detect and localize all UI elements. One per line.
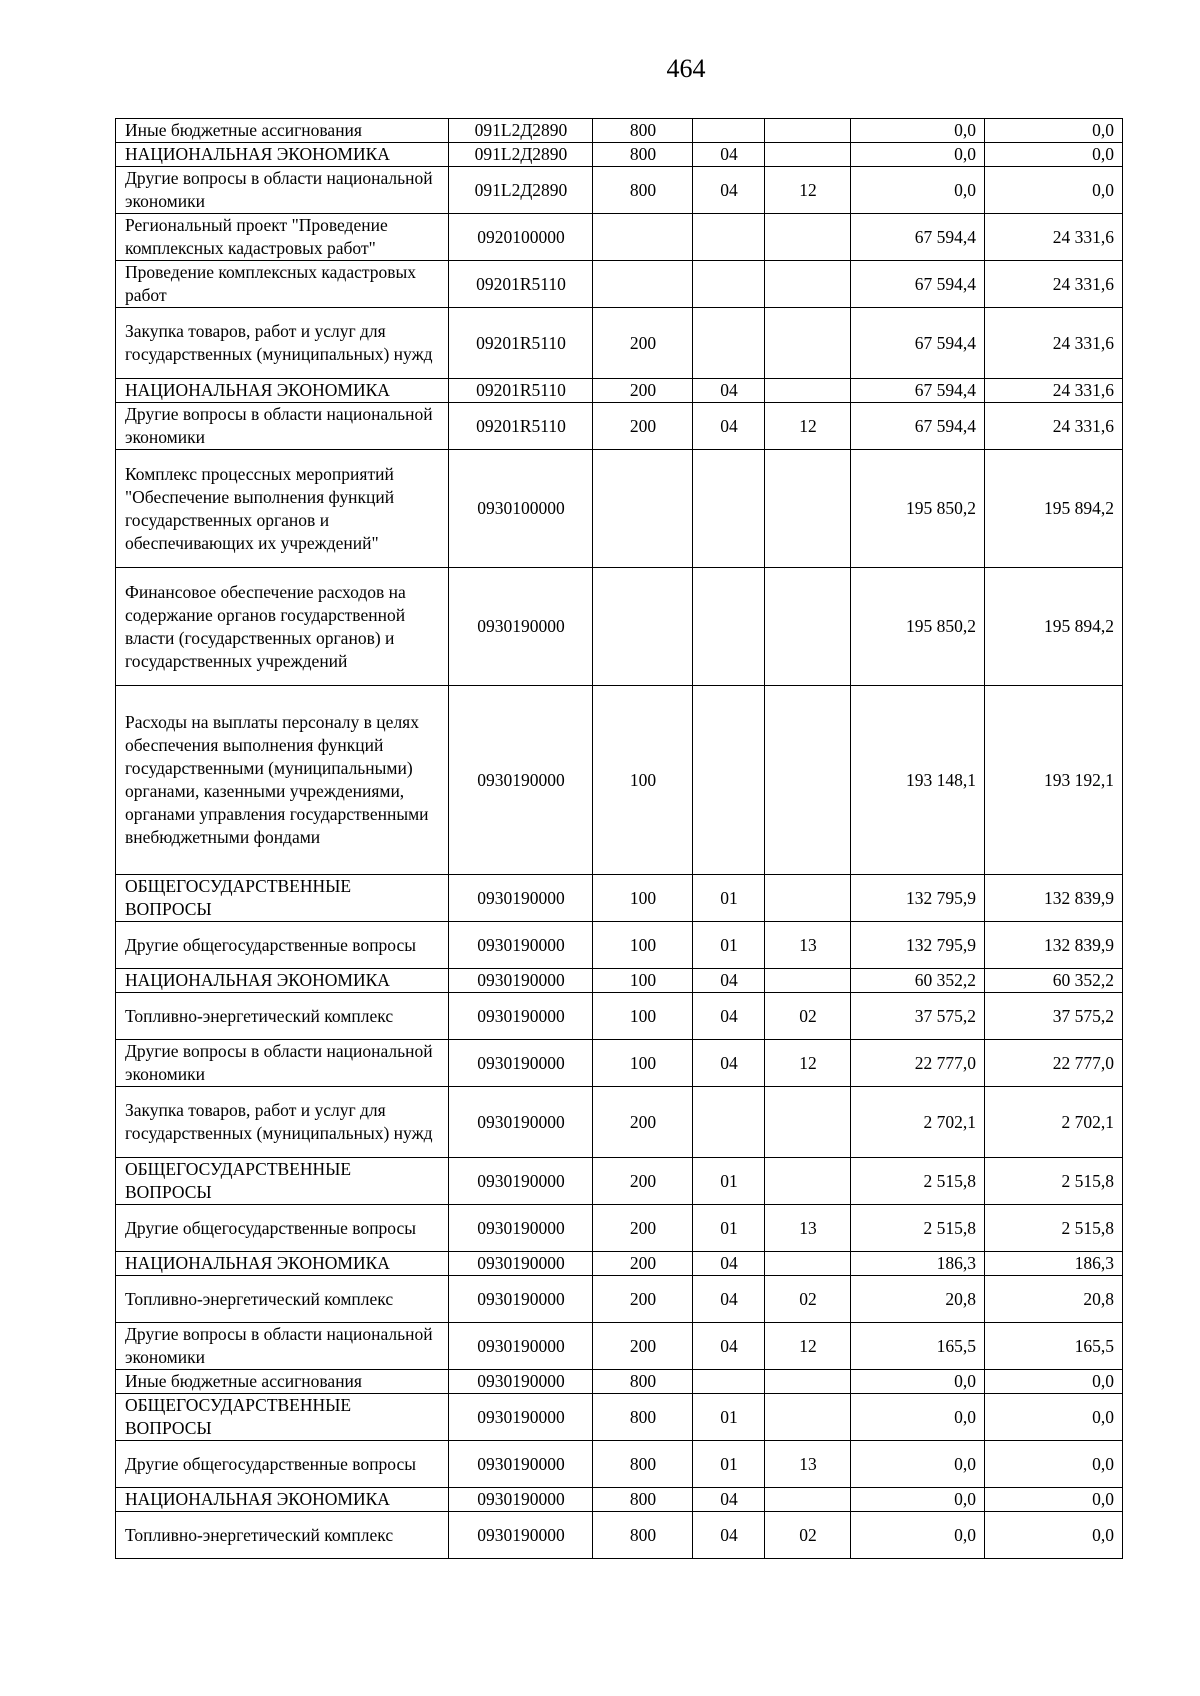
table-row: [116, 167, 1123, 214]
amount-year2-cell: 0,0: [985, 1512, 1123, 1559]
target-article-code-cell: 0920100000: [449, 214, 593, 261]
subsection-code-cell: [765, 214, 851, 261]
amount-year1-cell: 0,0: [851, 1370, 985, 1394]
table-row: [116, 1040, 1123, 1087]
table-row: [116, 1370, 1123, 1394]
amount-year1-cell: 195 850,2: [851, 568, 985, 686]
amount-year2-cell: 0,0: [985, 1370, 1123, 1394]
subsection-code-cell: [765, 261, 851, 308]
amount-year1-cell: 132 795,9: [851, 875, 985, 922]
amount-year1-cell: 67 594,4: [851, 261, 985, 308]
amount-year2-cell: 24 331,6: [985, 261, 1123, 308]
amount-year1-cell: 193 148,1: [851, 686, 985, 875]
row-name-cell: Иные бюджетные ассигнования: [116, 119, 449, 143]
section-code-cell: 01: [693, 875, 765, 922]
expense-type-code-cell: 200: [593, 1323, 693, 1370]
budget-table: [115, 118, 1123, 1559]
table-row: [116, 379, 1123, 403]
amount-year1-cell: 20,8: [851, 1276, 985, 1323]
section-code-cell: [693, 119, 765, 143]
target-article-code-cell: 0930190000: [449, 1040, 593, 1087]
expense-type-code-cell: 200: [593, 308, 693, 379]
target-article-code-cell: 0930190000: [449, 1252, 593, 1276]
amount-year1-cell: 2 515,8: [851, 1158, 985, 1205]
target-article-code-cell: 09201R5110: [449, 403, 593, 450]
amount-year2-cell: 24 331,6: [985, 308, 1123, 379]
expense-type-code-cell: 200: [593, 1158, 693, 1205]
section-code-cell: [693, 261, 765, 308]
amount-year1-cell: 186,3: [851, 1252, 985, 1276]
row-name-cell: Другие вопросы в области национальной экономики: [116, 1040, 449, 1087]
table-row: [116, 119, 1123, 143]
table-row: [116, 1087, 1123, 1158]
target-article-code-cell: 0930190000: [449, 568, 593, 686]
row-name-cell: Другие вопросы в области национальной экономики: [116, 1323, 449, 1370]
expense-type-code-cell: 200: [593, 1252, 693, 1276]
expense-type-code-cell: 200: [593, 1276, 693, 1323]
subsection-code-cell: 02: [765, 1276, 851, 1323]
row-name-cell: ОБЩЕГОСУДАРСТВЕННЫЕ ВОПРОСЫ: [116, 1394, 449, 1441]
subsection-code-cell: [765, 1158, 851, 1205]
subsection-code-cell: 13: [765, 922, 851, 969]
target-article-code-cell: 0930190000: [449, 1370, 593, 1394]
section-code-cell: 01: [693, 922, 765, 969]
amount-year2-cell: 193 192,1: [985, 686, 1123, 875]
subsection-code-cell: [765, 875, 851, 922]
subsection-code-cell: [765, 308, 851, 379]
subsection-code-cell: [765, 379, 851, 403]
amount-year2-cell: 20,8: [985, 1276, 1123, 1323]
section-code-cell: 04: [693, 1276, 765, 1323]
subsection-code-cell: [765, 1087, 851, 1158]
amount-year2-cell: 195 894,2: [985, 450, 1123, 568]
expense-type-code-cell: 100: [593, 922, 693, 969]
expense-type-code-cell: 800: [593, 1441, 693, 1488]
target-article-code-cell: 0930190000: [449, 1512, 593, 1559]
target-article-code-cell: 0930190000: [449, 993, 593, 1040]
row-name-cell: НАЦИОНАЛЬНАЯ ЭКОНОМИКА: [116, 143, 449, 167]
page-number: 464: [666, 54, 706, 83]
amount-year1-cell: 0,0: [851, 1512, 985, 1559]
amount-year2-cell: 24 331,6: [985, 403, 1123, 450]
subsection-code-cell: [765, 1370, 851, 1394]
amount-year1-cell: 2 515,8: [851, 1205, 985, 1252]
expense-type-code-cell: 100: [593, 993, 693, 1040]
table-row: [116, 686, 1123, 875]
section-code-cell: [693, 308, 765, 379]
amount-year1-cell: 67 594,4: [851, 308, 985, 379]
amount-year2-cell: 195 894,2: [985, 568, 1123, 686]
amount-year2-cell: 2 515,8: [985, 1205, 1123, 1252]
section-code-cell: 04: [693, 403, 765, 450]
amount-year2-cell: 24 331,6: [985, 379, 1123, 403]
amount-year2-cell: 165,5: [985, 1323, 1123, 1370]
amount-year1-cell: 67 594,4: [851, 214, 985, 261]
subsection-code-cell: [765, 969, 851, 993]
amount-year1-cell: 0,0: [851, 1488, 985, 1512]
section-code-cell: 01: [693, 1205, 765, 1252]
expense-type-code-cell: 800: [593, 167, 693, 214]
expense-type-code-cell: [593, 261, 693, 308]
amount-year2-cell: 0,0: [985, 119, 1123, 143]
table-body: [116, 119, 1123, 1559]
amount-year2-cell: 24 331,6: [985, 214, 1123, 261]
row-name-cell: Региональный проект "Проведение комплексных кадастровых работ": [116, 214, 449, 261]
subsection-code-cell: 13: [765, 1205, 851, 1252]
subsection-code-cell: 12: [765, 403, 851, 450]
row-name-cell: Топливно-энергетический комплекс: [116, 1512, 449, 1559]
amount-year1-cell: 37 575,2: [851, 993, 985, 1040]
table-row: [116, 1205, 1123, 1252]
amount-year2-cell: 0,0: [985, 143, 1123, 167]
expense-type-code-cell: 100: [593, 686, 693, 875]
amount-year1-cell: 132 795,9: [851, 922, 985, 969]
table-row: [116, 1158, 1123, 1205]
expense-type-code-cell: 800: [593, 143, 693, 167]
row-name-cell: Иные бюджетные ассигнования: [116, 1370, 449, 1394]
expense-type-code-cell: 800: [593, 119, 693, 143]
target-article-code-cell: 0930190000: [449, 686, 593, 875]
section-code-cell: 04: [693, 1512, 765, 1559]
table-row: [116, 261, 1123, 308]
expense-type-code-cell: 800: [593, 1370, 693, 1394]
subsection-code-cell: 02: [765, 1512, 851, 1559]
amount-year2-cell: 132 839,9: [985, 875, 1123, 922]
row-name-cell: ОБЩЕГОСУДАРСТВЕННЫЕ ВОПРОСЫ: [116, 875, 449, 922]
table-row: [116, 568, 1123, 686]
expense-type-code-cell: [593, 568, 693, 686]
table-row: [116, 922, 1123, 969]
row-name-cell: Другие общегосударственные вопросы: [116, 1441, 449, 1488]
target-article-code-cell: 0930190000: [449, 922, 593, 969]
subsection-code-cell: [765, 119, 851, 143]
row-name-cell: Закупка товаров, работ и услуг для государственных (муниципальных) нужд: [116, 308, 449, 379]
expense-type-code-cell: 200: [593, 403, 693, 450]
subsection-code-cell: 12: [765, 1323, 851, 1370]
expense-type-code-cell: 100: [593, 875, 693, 922]
subsection-code-cell: [765, 1252, 851, 1276]
target-article-code-cell: 0930190000: [449, 1323, 593, 1370]
row-name-cell: Другие вопросы в области национальной экономики: [116, 167, 449, 214]
amount-year1-cell: 0,0: [851, 143, 985, 167]
section-code-cell: [693, 568, 765, 686]
subsection-code-cell: [765, 450, 851, 568]
target-article-code-cell: 0930190000: [449, 1394, 593, 1441]
subsection-code-cell: [765, 1488, 851, 1512]
table-row: [116, 1394, 1123, 1441]
expense-type-code-cell: 100: [593, 1040, 693, 1087]
target-article-code-cell: 0930190000: [449, 1488, 593, 1512]
amount-year2-cell: 22 777,0: [985, 1040, 1123, 1087]
target-article-code-cell: 0930190000: [449, 1087, 593, 1158]
target-article-code-cell: 09201R5110: [449, 308, 593, 379]
section-code-cell: 04: [693, 143, 765, 167]
table-row: [116, 1276, 1123, 1323]
table-row: [116, 143, 1123, 167]
section-code-cell: [693, 450, 765, 568]
table-row: [116, 993, 1123, 1040]
row-name-cell: Топливно-энергетический комплекс: [116, 993, 449, 1040]
amount-year2-cell: 186,3: [985, 1252, 1123, 1276]
row-name-cell: ОБЩЕГОСУДАРСТВЕННЫЕ ВОПРОСЫ: [116, 1158, 449, 1205]
row-name-cell: Другие общегосударственные вопросы: [116, 1205, 449, 1252]
section-code-cell: 04: [693, 969, 765, 993]
amount-year2-cell: 60 352,2: [985, 969, 1123, 993]
section-code-cell: 01: [693, 1158, 765, 1205]
subsection-code-cell: [765, 1394, 851, 1441]
target-article-code-cell: 0930190000: [449, 875, 593, 922]
section-code-cell: [693, 1087, 765, 1158]
row-name-cell: Проведение комплексных кадастровых работ: [116, 261, 449, 308]
target-article-code-cell: 0930190000: [449, 1276, 593, 1323]
amount-year1-cell: 22 777,0: [851, 1040, 985, 1087]
subsection-code-cell: 12: [765, 1040, 851, 1087]
expense-type-code-cell: 200: [593, 379, 693, 403]
amount-year1-cell: 67 594,4: [851, 403, 985, 450]
expense-type-code-cell: 800: [593, 1394, 693, 1441]
amount-year1-cell: 2 702,1: [851, 1087, 985, 1158]
target-article-code-cell: 0930190000: [449, 1158, 593, 1205]
amount-year1-cell: 165,5: [851, 1323, 985, 1370]
expense-type-code-cell: 200: [593, 1205, 693, 1252]
amount-year2-cell: 0,0: [985, 167, 1123, 214]
table-row: [116, 1488, 1123, 1512]
target-article-code-cell: 091L2Д2890: [449, 119, 593, 143]
target-article-code-cell: 091L2Д2890: [449, 143, 593, 167]
target-article-code-cell: 0930190000: [449, 1441, 593, 1488]
amount-year2-cell: 132 839,9: [985, 922, 1123, 969]
amount-year1-cell: 0,0: [851, 119, 985, 143]
expense-type-code-cell: 800: [593, 1512, 693, 1559]
row-name-cell: Топливно-энергетический комплекс: [116, 1276, 449, 1323]
table-row: [116, 875, 1123, 922]
row-name-cell: НАЦИОНАЛЬНАЯ ЭКОНОМИКА: [116, 969, 449, 993]
target-article-code-cell: 0930100000: [449, 450, 593, 568]
target-article-code-cell: 09201R5110: [449, 379, 593, 403]
subsection-code-cell: [765, 686, 851, 875]
section-code-cell: 01: [693, 1394, 765, 1441]
section-code-cell: 04: [693, 1040, 765, 1087]
amount-year2-cell: 0,0: [985, 1488, 1123, 1512]
row-name-cell: Финансовое обеспечение расходов на содержание органов государственной власти (государственных органов) и государственных учреждений: [116, 568, 449, 686]
section-code-cell: 04: [693, 379, 765, 403]
section-code-cell: [693, 1370, 765, 1394]
section-code-cell: 04: [693, 1252, 765, 1276]
row-name-cell: Закупка товаров, работ и услуг для государственных (муниципальных) нужд: [116, 1087, 449, 1158]
amount-year2-cell: 37 575,2: [985, 993, 1123, 1040]
table-row: [116, 969, 1123, 993]
expense-type-code-cell: 100: [593, 969, 693, 993]
row-name-cell: НАЦИОНАЛЬНАЯ ЭКОНОМИКА: [116, 1252, 449, 1276]
target-article-code-cell: 0930190000: [449, 1205, 593, 1252]
expense-type-code-cell: 800: [593, 1488, 693, 1512]
amount-year2-cell: 0,0: [985, 1394, 1123, 1441]
table-row: [116, 214, 1123, 261]
expense-type-code-cell: [593, 450, 693, 568]
amount-year2-cell: 2 702,1: [985, 1087, 1123, 1158]
subsection-code-cell: 12: [765, 167, 851, 214]
subsection-code-cell: [765, 568, 851, 686]
row-name-cell: Расходы на выплаты персоналу в целях обеспечения выполнения функций государственными (муниципальными) органами, казенными учреждениями, органами управления государственными внебюджетными фондами: [116, 686, 449, 875]
amount-year1-cell: 195 850,2: [851, 450, 985, 568]
amount-year2-cell: 2 515,8: [985, 1158, 1123, 1205]
section-code-cell: 04: [693, 167, 765, 214]
row-name-cell: Другие общегосударственные вопросы: [116, 922, 449, 969]
section-code-cell: [693, 686, 765, 875]
subsection-code-cell: 02: [765, 993, 851, 1040]
amount-year1-cell: 67 594,4: [851, 379, 985, 403]
target-article-code-cell: 0930190000: [449, 969, 593, 993]
table-row: [116, 308, 1123, 379]
expense-type-code-cell: [593, 214, 693, 261]
table-row: [116, 1512, 1123, 1559]
row-name-cell: НАЦИОНАЛЬНАЯ ЭКОНОМИКА: [116, 1488, 449, 1512]
table-row: [116, 1323, 1123, 1370]
table-row: [116, 450, 1123, 568]
table-row: [116, 1441, 1123, 1488]
table-row: [116, 403, 1123, 450]
table-row: [116, 1252, 1123, 1276]
row-name-cell: Другие вопросы в области национальной экономики: [116, 403, 449, 450]
target-article-code-cell: 091L2Д2890: [449, 167, 593, 214]
amount-year1-cell: 0,0: [851, 1394, 985, 1441]
section-code-cell: 04: [693, 1323, 765, 1370]
section-code-cell: [693, 214, 765, 261]
amount-year1-cell: 60 352,2: [851, 969, 985, 993]
row-name-cell: Комплекс процессных мероприятий "Обеспечение выполнения функций государственных органов и обеспечивающих их учреждений": [116, 450, 449, 568]
amount-year2-cell: 0,0: [985, 1441, 1123, 1488]
target-article-code-cell: 09201R5110: [449, 261, 593, 308]
subsection-code-cell: [765, 143, 851, 167]
row-name-cell: НАЦИОНАЛЬНАЯ ЭКОНОМИКА: [116, 379, 449, 403]
expense-type-code-cell: 200: [593, 1087, 693, 1158]
amount-year1-cell: 0,0: [851, 1441, 985, 1488]
section-code-cell: 04: [693, 1488, 765, 1512]
amount-year1-cell: 0,0: [851, 167, 985, 214]
section-code-cell: 01: [693, 1441, 765, 1488]
section-code-cell: 04: [693, 993, 765, 1040]
subsection-code-cell: 13: [765, 1441, 851, 1488]
